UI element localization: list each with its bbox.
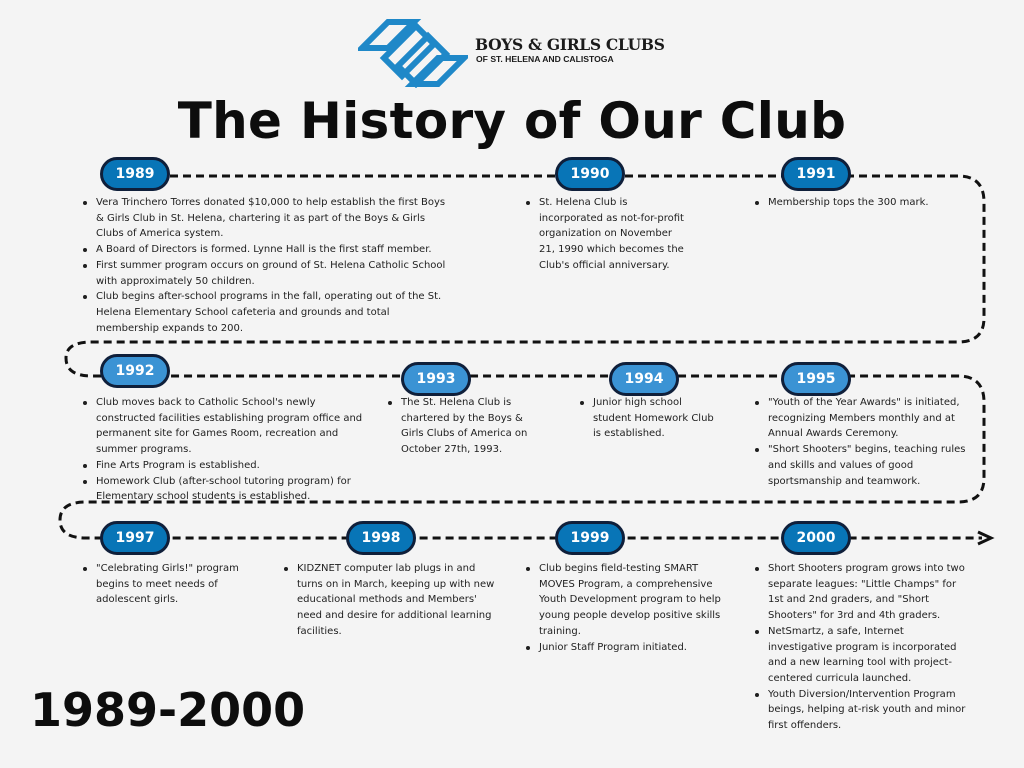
list-item: "Short Shooters" begins, teaching rules and skills and values of good sportsmanship and teamwork.	[753, 442, 968, 489]
list-item: Junior high school student Homework Club is established.	[578, 395, 718, 442]
notes-1999	[524, 561, 724, 655]
notes-2000	[753, 561, 968, 734]
year-pill-1995: 1995	[781, 362, 851, 396]
notes-1997	[81, 561, 251, 608]
year-pill-1994: 1994	[609, 362, 679, 396]
org-subtitle: OF ST. HELENA AND CALISTOGA	[476, 54, 614, 64]
year-pill-1993: 1993	[401, 362, 471, 396]
year-pill-2000: 2000	[781, 521, 851, 555]
list-item: Club begins field-testing SMART MOVES Program, a comprehensive Youth Development program to help young people develop positive skills training.	[524, 561, 724, 640]
year-pill-1991: 1991	[781, 157, 851, 191]
list-item: St. Helena Club is incorporated as not-for-profit organization on November 21, 1990 which becomes the Club's official anniversary.	[524, 195, 689, 274]
year-pill-1999: 1999	[555, 521, 625, 555]
list-item: NetSmartz, a safe, Internet investigative program is incorporated and a new learning tool with project-centered curricula launched.	[753, 624, 968, 687]
list-item: "Youth of the Year Awards" is initiated, recognizing Members monthly and at Annual Awards Ceremony.	[753, 395, 968, 442]
list-item: KIDZNET computer lab plugs in and turns on in March, keeping up with new educational methods and Members' need and desire for additional learning facilities.	[282, 561, 497, 640]
list-item: Short Shooters program grows into two separate leagues: "Little Champs" for 1st and 2nd graders, and "Short Shooters" for 3rd and 4th graders.	[753, 561, 968, 624]
list-item: Membership tops the 300 mark.	[753, 195, 968, 211]
date-range: 1989-2000	[30, 683, 306, 737]
list-item: A Board of Directors is formed. Lynne Hall is the first staff member.	[81, 242, 446, 258]
notes-1992	[81, 395, 376, 505]
list-item: Youth Diversion/Intervention Program beings, helping at-risk youth and minor first offenders.	[753, 687, 968, 734]
hands-logo-icon	[358, 18, 468, 88]
notes-1998	[282, 561, 497, 640]
list-item: Club begins after-school programs in the fall, operating out of the St. Helena Elementary School cafeteria and grounds and total membership expands to 200.	[81, 289, 446, 336]
list-item: Junior Staff Program initiated.	[524, 640, 724, 656]
arrowhead-icon	[978, 532, 991, 544]
list-item: The St. Helena Club is chartered by the Boys & Girls Clubs of America on October 27th, 1993.	[386, 395, 534, 458]
year-pill-1998: 1998	[346, 521, 416, 555]
notes-1990	[524, 195, 689, 274]
notes-1989	[81, 195, 446, 336]
list-item: Homework Club (after-school tutoring program) for Elementary school students is established.	[81, 474, 376, 505]
page-title: The History of Our Club	[177, 92, 847, 150]
list-item: Club moves back to Catholic School's newly constructed facilities establishing program office and permanent site for Games Room, recreation and summer programs.	[81, 395, 376, 458]
year-pill-1989: 1989	[100, 157, 170, 191]
notes-1995	[753, 395, 968, 489]
notes-1994	[578, 395, 718, 442]
list-item: Vera Trinchero Torres donated $10,000 to help establish the first Boys & Girls Club in St. Helena, chartering it as part of the Boys & Girls Clubs of America system.	[81, 195, 446, 242]
year-pill-1992: 1992	[100, 354, 170, 388]
list-item: First summer program occurs on ground of St. Helena Catholic School with approximately 50 children.	[81, 258, 446, 289]
club-logo	[358, 18, 670, 88]
year-pill-1997: 1997	[100, 521, 170, 555]
list-item: Fine Arts Program is established.	[81, 458, 376, 474]
year-pill-1990: 1990	[555, 157, 625, 191]
notes-1991	[753, 195, 968, 211]
list-item: "Celebrating Girls!" program begins to meet needs of adolescent girls.	[81, 561, 251, 608]
org-name: BOYS & GIRLS CLUBS	[475, 35, 665, 54]
notes-1993	[386, 395, 534, 458]
